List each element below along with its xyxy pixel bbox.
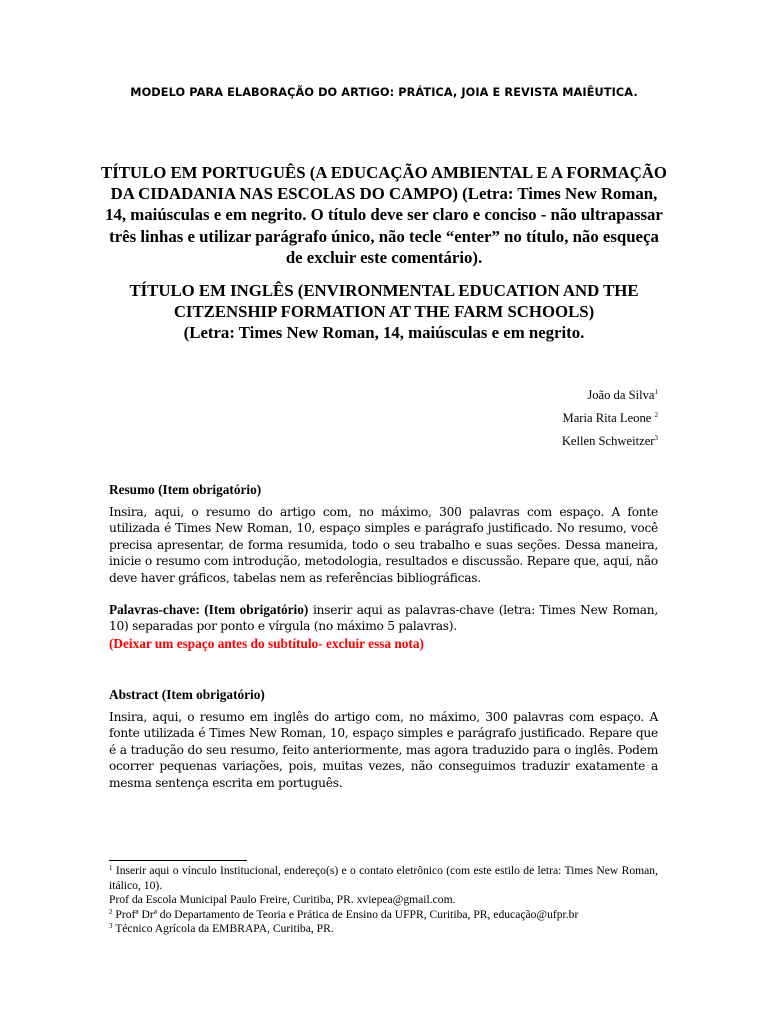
footnote-text: Profª Drª do Departamento de Teoria e Prática de Ensino da UFPR, Curitiba, PR, educação@ufpr.br (112, 907, 579, 921)
footnote-marker: 3 (109, 922, 113, 931)
keywords-text: inserir aqui as palavras-chave (letra: Times New Roman, 10) separadas por ponto e vírgula (no máximo 5 palavras). (109, 603, 658, 634)
title-english-main: TÍTULO EM INGLÊS (ENVIRONMENTAL EDUCATION AND THE CITZENSHIP FORMATION AT THE FARM SCHOOLS) (129, 281, 639, 322)
footnote (109, 893, 658, 908)
footnote (109, 922, 658, 937)
footnote (109, 864, 658, 893)
abstract-text: Insira, aqui, o resumo em inglês do artigo com, no máximo, 300 palavras com espaço. A fonte utilizada é Times New Roman, 10, espaço simples e parágrafo justificado. Repare que é a tradução do seu resumo, feito anteriormente, mas agora traduzido para o inglês. Podem ocorrer pequenas variações, pois, muitas vezes, não conseguimos traduzir exatamente a mesma sentença escrita em português. (109, 710, 658, 790)
author-name: João da Silva (587, 388, 655, 402)
footnote-text: Inserir aqui o vínculo Institucional, endereço(s) e o contato eletrônico (com este estilo de letra: Times New Roman, itálico, 10). (109, 864, 658, 892)
title-english (100, 280, 668, 344)
footnote-marker: 2 (109, 907, 113, 916)
resumo-text: Insira, aqui, o resumo do artigo com, no máximo, 300 palavras com espaço. A fonte utilizada é Times New Roman, 10, espaço simples e parágrafo justificado. No resumo, você precisa apresentar, de forma resumida, todo o seu trabalho e suas seções. Dessa maneira, inicie o resumo com introdução, metodologia, resultados e discussão. Repare que, aqui, não deve haver gráficos, tabelas nem as referências bibliográficas. (109, 505, 658, 585)
author-name: Kellen Schweitzer (561, 434, 655, 448)
footnotes (109, 864, 658, 937)
title-english-note: (Letra: Times New Roman, 14, maiúsculas e em negrito. (183, 323, 585, 343)
author-entry (358, 384, 658, 407)
template-header: MODELO PARA ELABORAÇÃO DO ARTIGO: PRÁTICA, JOIA E REVISTA MAIÊUTICA. (130, 86, 638, 99)
author-entry (358, 430, 658, 453)
spacing-note: (Deixar um espaço antes do subtítulo- excluir essa nota) (109, 636, 424, 651)
resumo-heading: Resumo (Item obrigatório) (109, 482, 262, 497)
author-name: Maria Rita Leone (562, 411, 655, 425)
author-entry (358, 407, 658, 430)
footnote (109, 908, 658, 923)
footnote-marker: 2 (654, 411, 658, 419)
footnote-text: Técnico Agrícola da EMBRAPA, Curitiba, PR. (112, 922, 334, 936)
title-portuguese: TÍTULO EM PORTUGUÊS (A EDUCAÇÃO AMBIENTAL E A FORMAÇÃO DA CIDADANIA NAS ESCOLAS DO CAMPO) (Letra: Times New Roman, 14, maiúsculas e em negrito. O título deve ser claro e conciso - não ultrapassar três linhas e utilizar parágrafo único, não tecle “enter” no título, não esqueça de excluir este comentário). (101, 163, 667, 267)
footnote-marker: 1 (109, 864, 113, 872)
footnote-text: Prof da Escola Municipal Paulo Freire, Curitiba, PR. xviepea@gmail.com. (109, 893, 456, 907)
author-list (358, 384, 658, 453)
footnote-marker: 1 (654, 388, 658, 396)
footnote-separator (109, 860, 247, 861)
keywords-label: Palavras-chave: (Item obrigatório) (109, 602, 309, 617)
abstract-heading: Abstract (Item obrigatório) (109, 687, 265, 702)
keywords-paragraph (109, 602, 658, 635)
footnote-marker: 3 (654, 434, 658, 442)
